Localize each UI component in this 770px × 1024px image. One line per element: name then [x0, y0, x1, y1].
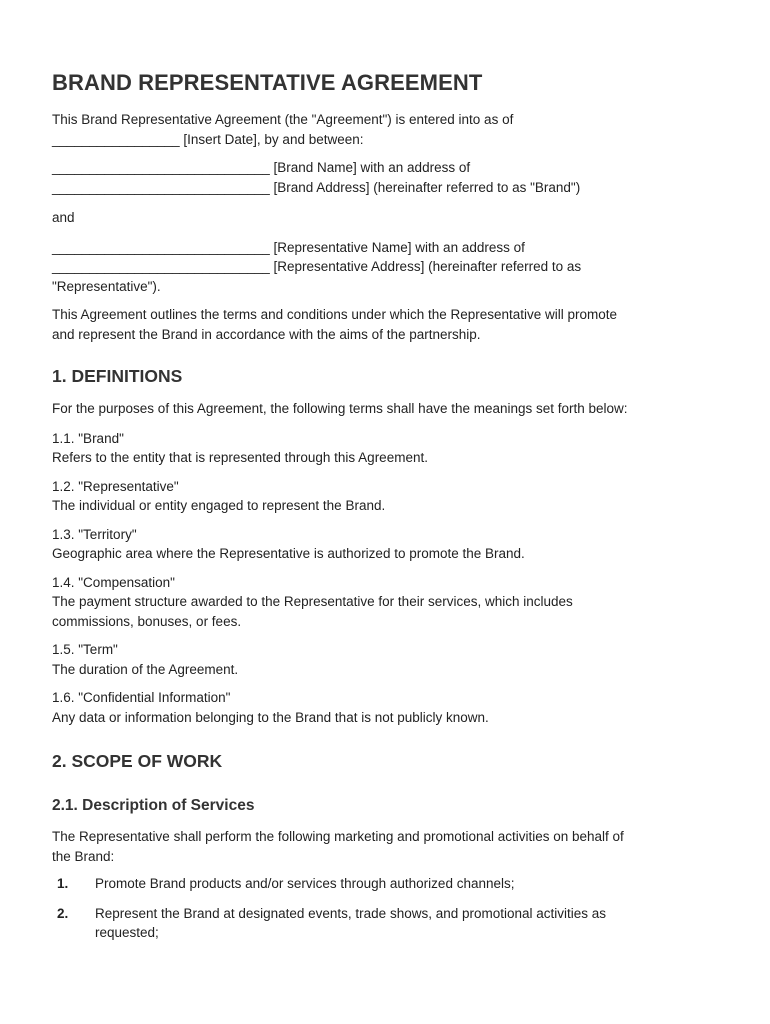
purpose-paragraph — [52, 305, 720, 344]
list-item-line-continued: requested; — [95, 925, 159, 940]
definition-text: The individual or entity engaged to represent the Brand. — [52, 498, 386, 513]
list-item — [52, 904, 720, 943]
document-page — [52, 70, 720, 953]
representative-name-line: _____________________________ [Representative Name] with an address of — [52, 239, 525, 255]
list-item — [52, 874, 720, 894]
section-2-heading: 2. SCOPE OF WORK — [52, 751, 223, 771]
list-item-text — [95, 874, 685, 894]
definitions-list — [52, 429, 720, 728]
list-item-text — [95, 904, 685, 943]
brand-party-block — [52, 158, 720, 197]
intro-paragraph — [52, 110, 720, 149]
section-1-heading: 1. DEFINITIONS — [52, 366, 183, 386]
definition-term: 1.3. "Territory" — [52, 526, 137, 542]
definition-term: 1.2. "Representative" — [52, 478, 179, 494]
definition-text: Refers to the entity that is represented through this Agreement. — [52, 450, 428, 465]
definition-text: The duration of the Agreement. — [52, 661, 239, 677]
services-list — [52, 874, 720, 943]
definition-item — [52, 688, 720, 727]
brand-address-line: _____________________________ [Brand Address] (hereinafter referred to as "Brand") — [52, 179, 581, 195]
list-item-line: Promote Brand products and/or services through authorized channels; — [95, 876, 515, 891]
list-item-line: Represent the Brand at designated events, trade shows, and promotional activities as — [95, 905, 607, 921]
definition-item — [52, 429, 720, 468]
representative-party-block — [52, 238, 720, 297]
definition-term: 1.6. "Confidential Information" — [52, 690, 231, 705]
services-intro — [52, 827, 720, 866]
representative-label-line: "Representative"). — [52, 278, 161, 294]
intro-line-1: This Brand Representative Agreement (the "Agreement") is entered into as of — [52, 112, 514, 127]
definition-text: Any data or information belonging to the Brand that is not publicly known. — [52, 709, 489, 725]
document-title: BRAND REPRESENTATIVE AGREEMENT — [52, 70, 483, 95]
definitions-intro: For the purposes of this Agreement, the following terms shall have the meanings set forth below: — [52, 401, 628, 416]
list-item-number: 1. — [57, 876, 69, 891]
definition-term: 1.4. "Compensation" — [52, 574, 175, 590]
definition-text: Geographic area where the Representative is authorized to promote the Brand. — [52, 546, 525, 561]
definition-item — [52, 477, 720, 516]
definition-item — [52, 640, 720, 679]
definition-term: 1.1. "Brand" — [52, 430, 124, 446]
services-intro-line-1: The Representative shall perform the following marketing and promotional activities on behalf of — [52, 829, 624, 844]
and-text: and — [52, 210, 75, 225]
definition-item — [52, 573, 720, 632]
subsection-2-1-heading: 2.1. Description of Services — [52, 797, 255, 814]
representative-address-line: _____________________________ [Representative Address] (hereinafter referred to as — [52, 259, 582, 274]
services-intro-line-2: the Brand: — [52, 848, 115, 864]
definition-text: The payment structure awarded to the Representative for their services, which includes — [52, 594, 573, 609]
brand-name-line: _____________________________ [Brand Name] with an address of — [52, 160, 471, 175]
purpose-line-1: This Agreement outlines the terms and conditions under which the Representative will promote — [52, 307, 618, 322]
definition-item — [52, 525, 720, 564]
intro-line-2: _________________ [Insert Date], by and between: — [52, 131, 364, 147]
definition-text-continued: commissions, bonuses, or fees. — [52, 613, 242, 629]
definition-term: 1.5. "Term" — [52, 642, 118, 657]
list-item-number: 2. — [57, 905, 69, 921]
purpose-line-2: and represent the Brand in accordance with the aims of the partnership. — [52, 326, 481, 342]
